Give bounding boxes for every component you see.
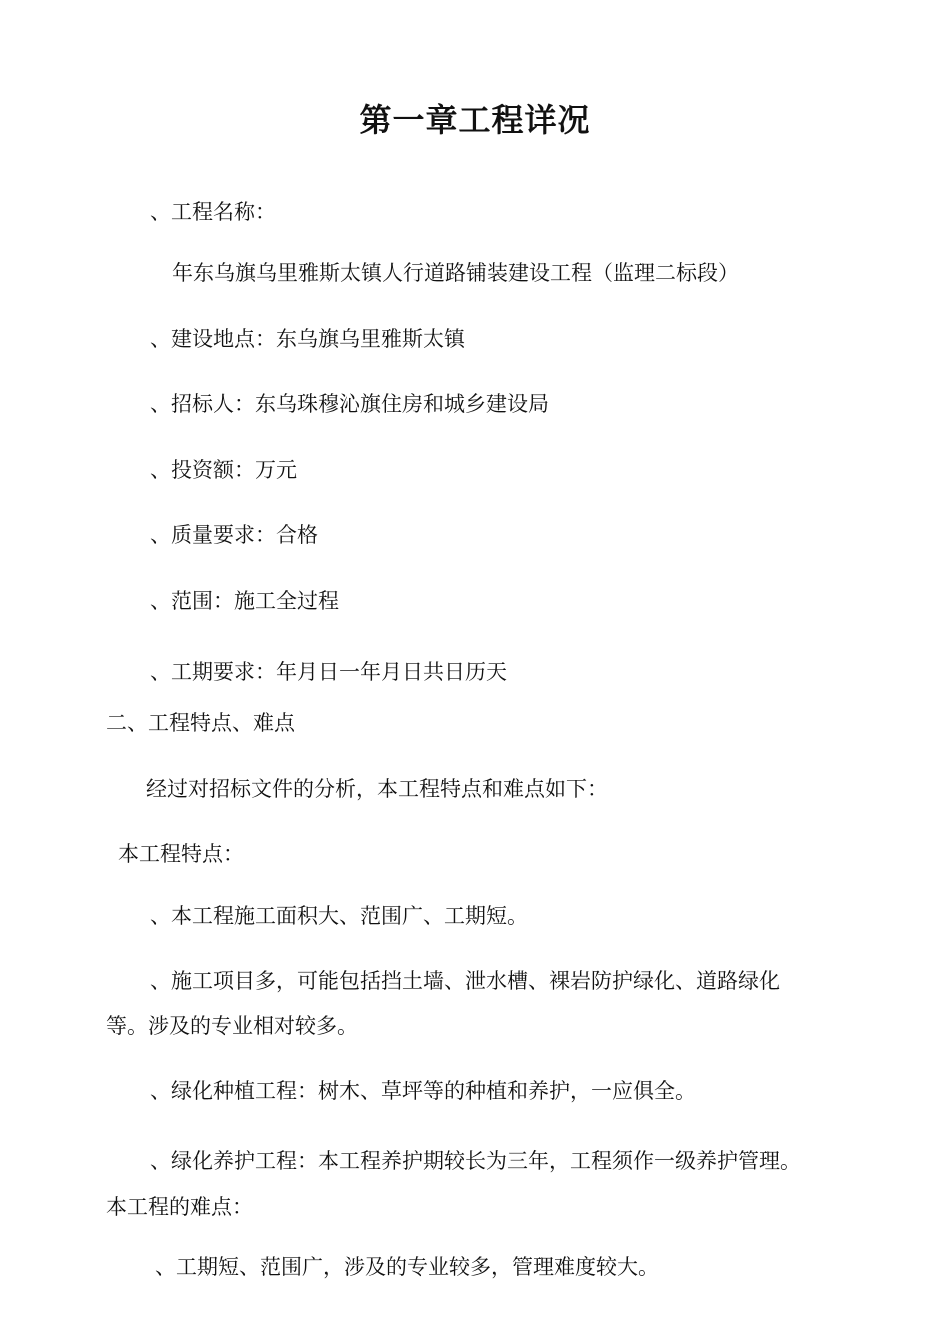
item-project-name-value: 年东乌旗乌里雅斯太镇人行道路铺装建设工程（监理二标段） xyxy=(172,261,739,285)
item-quality: 、质量要求：合格 xyxy=(150,523,318,547)
subheading-features: 本工程特点： xyxy=(118,842,244,866)
page-title: 第一章工程详况 xyxy=(359,101,591,139)
feature-item-area: 、本工程施工面积大、范围广、工期短。 xyxy=(150,904,528,928)
item-tenderer: 、招标人：东乌珠穆沁旗住房和城乡建设局 xyxy=(150,392,549,416)
feature-item-projects-cont: 等。涉及的专业相对较多。 xyxy=(106,1014,358,1038)
intro-paragraph: 经过对招标文件的分析，本工程特点和难点如下： xyxy=(146,777,608,801)
difficulty-item-management: 、工期短、范围广，涉及的专业较多，管理难度较大。 xyxy=(155,1255,659,1279)
feature-item-planting: 、绿化种植工程：树木、草坪等的种植和养护，一应俱全。 xyxy=(150,1079,696,1103)
item-investment: 、投资额：万元 xyxy=(150,458,297,482)
feature-item-maintenance: 、绿化养护工程：本工程养护期较长为三年，工程须作一级养护管理。 xyxy=(150,1149,801,1173)
feature-item-projects: 、施工项目多，可能包括挡土墙、泄水槽、裸岩防护绿化、道路绿化 xyxy=(150,969,780,993)
item-location: 、建设地点：东乌旗乌里雅斯太镇 xyxy=(150,327,465,351)
subheading-difficulties: 本工程的难点： xyxy=(106,1195,253,1219)
section-heading-features: 二、工程特点、难点 xyxy=(106,711,295,735)
item-schedule: 、工期要求：年月日一年月日共日历天 xyxy=(150,660,507,684)
item-scope: 、范围：施工全过程 xyxy=(150,589,339,613)
item-project-name-label: 、工程名称： xyxy=(150,200,276,224)
